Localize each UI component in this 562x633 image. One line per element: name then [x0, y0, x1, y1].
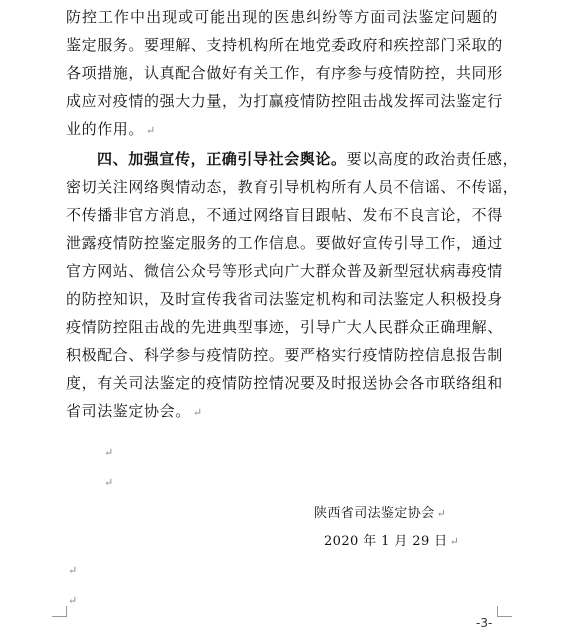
paragraph-mark: ↵ — [68, 594, 78, 607]
signature-date: 2020 年 1 月 29 日 ↵ — [324, 534, 459, 549]
body-line: 泄露疫情防控鉴定服务的工作信息。要做好宣传引导工作，通过 — [66, 234, 503, 252]
margin-corner-mark — [52, 606, 67, 617]
body-line: 的防控知识，及时宣传我省司法鉴定机构和司法鉴定人积极投身 — [66, 290, 503, 308]
body-line: 官方网站、微信公众号等形式向广大群众普及新型冠状病毒疫情 — [66, 262, 503, 280]
body-line: 积极配合、科学参与疫情防控。要严格实行疫情防控信息报告制 — [66, 346, 503, 364]
body-line: 成应对疫情的强大力量，为打赢疫情防控阻击战发挥司法鉴定行 — [66, 92, 503, 110]
paragraph-mark: ↵ — [449, 535, 459, 548]
body-line: 鉴定服务。要理解、支持机构所在地党委政府和疾控部门采取的 — [66, 36, 503, 54]
section-heading: 四、加强宣传，正确引导社会舆论。 — [97, 150, 347, 168]
body-line: 度，有关司法鉴定的疫情防控情况要及时报送协会各市联络组和 — [66, 374, 503, 392]
paragraph-mark: ↵ — [68, 564, 78, 577]
body-line: 密切关注网络舆情动态，教育引导机构所有人员不信谣、不传谣， — [66, 178, 519, 196]
paragraph-mark: ↵ — [104, 446, 114, 459]
paragraph-mark: ↵ — [436, 507, 446, 520]
body-line: 疫情防控阻击战的先进典型事迹，引导广大人民群众正确理解、 — [66, 318, 503, 336]
paragraph-mark: ↵ — [104, 476, 114, 489]
signature-organization: 陕西省司法鉴定协会 ↵ — [314, 506, 446, 521]
body-line: 防控工作中出现或可能出现的医患纠纷等方面司法鉴定问题的 — [66, 8, 498, 26]
section-heading-line: 四、加强宣传，正确引导社会舆论。要以高度的政治责任感， — [97, 150, 519, 168]
paragraph-mark: ↵ — [192, 406, 203, 419]
body-line: 业的作用。 ↵ — [66, 120, 156, 138]
body-line: 省司法鉴定协会。 ↵ — [66, 402, 203, 420]
page-number: -3- — [476, 616, 493, 630]
body-line: 不传播非官方消息，不通过网络盲目跟帖、发布不良言论，不得 — [66, 206, 503, 224]
margin-corner-mark — [497, 606, 512, 617]
paragraph-mark: ↵ — [146, 124, 156, 137]
body-line: 各项措施，认真配合做好有关工作，有序参与疫情防控，共同形 — [66, 64, 503, 82]
